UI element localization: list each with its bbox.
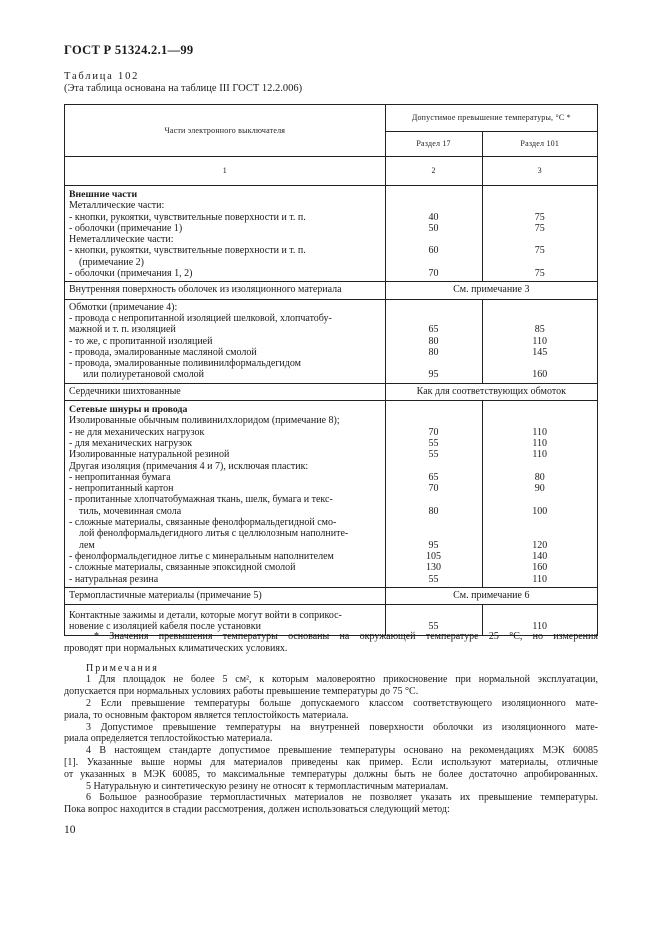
note-line: от указанных в МЭК 60085, то максимальные температуры должны быть не более достаточно апробированных. bbox=[64, 768, 598, 780]
row-label: - провода, эмалированные масляной смолой bbox=[69, 346, 257, 358]
row-label: (примечание 2) bbox=[79, 256, 144, 268]
cell-value-merged: См. примечание 3 bbox=[385, 282, 597, 299]
note-line: риала определяется теплостойкостью материала. bbox=[64, 733, 273, 745]
cell-value: 70 bbox=[428, 426, 439, 438]
row-label: - оболочки (примечание 1) bbox=[69, 222, 183, 234]
cell-value: 65 bbox=[428, 324, 439, 336]
row-label: - сложные материалы, связанные эпоксидной смолой bbox=[69, 562, 296, 574]
row-label: - сложные материалы, связанные фенолформальдегидной смо- bbox=[69, 517, 337, 529]
row-label: Контактные зажимы и детали, которые могут войти в соприкос- bbox=[69, 610, 342, 622]
table-row-external-parts bbox=[65, 186, 598, 282]
document-header: ГОСТ Р 51324.2.1—99 bbox=[64, 43, 194, 57]
cell-value: 80 bbox=[428, 346, 439, 358]
row-label: тиль, мочевинная смола bbox=[79, 505, 182, 517]
table-row-cores bbox=[65, 383, 598, 400]
table-caption bbox=[64, 71, 302, 95]
footnotes-block bbox=[64, 631, 598, 816]
cell-value: 80 bbox=[534, 471, 545, 483]
row-label: - пропитанные хлопчатобумажная ткань, шелк, бумага и текс- bbox=[69, 494, 333, 506]
cell-value: 70 bbox=[428, 268, 439, 280]
temperature-table bbox=[64, 104, 598, 636]
cell-value: 75 bbox=[534, 245, 545, 257]
row-label: Другая изоляция (примечания 4 и 7), исключая пластик: bbox=[69, 460, 309, 472]
row-label: - непропитанный картон bbox=[69, 483, 174, 495]
cell-value: 75 bbox=[534, 211, 545, 223]
table-row-windings bbox=[65, 299, 598, 383]
cell-value: 40 bbox=[428, 211, 439, 223]
cell-value: 50 bbox=[428, 222, 439, 234]
table-row-inner-surface bbox=[65, 282, 598, 299]
row-label: - провода с непропитанной изоляцией шелковой, хлопчатобу- bbox=[69, 312, 332, 324]
note-line: 4 В настоящем стандарте допустимое превышение температуры основано на рекомендациях МЭК 60085 bbox=[86, 745, 598, 757]
cell-value: 65 bbox=[428, 471, 439, 483]
cell-value: 80 bbox=[428, 335, 439, 347]
note-line: 6 Большое разнообразие термопластичных материалов не позволяет указать их превышение температуры. bbox=[86, 792, 598, 804]
cell-value: 130 bbox=[426, 562, 442, 574]
cell-value: 110 bbox=[532, 573, 548, 585]
cell-value: 100 bbox=[532, 505, 548, 517]
row-label: - провода, эмалированные поливинилформальдегидом bbox=[69, 358, 301, 370]
cell-value: 85 bbox=[534, 324, 545, 336]
cell-value-merged: Как для соответствующих обмоток bbox=[385, 383, 597, 400]
cell-value: 110 bbox=[532, 437, 548, 449]
cell-value: 70 bbox=[428, 483, 439, 495]
row-label: Неметаллические части: bbox=[69, 234, 174, 246]
row-label: Металлические части: bbox=[69, 200, 165, 212]
cell-value: 55 bbox=[428, 573, 439, 585]
table-label: Таблица 102 bbox=[64, 71, 140, 82]
note-line: 3 Допустимое превышение температуры на внутренней поверхности оболочки из изоляционного мате- bbox=[86, 721, 598, 733]
row-label: - кнопки, рукоятки, чувствительные поверхности и т. п. bbox=[69, 245, 306, 257]
row-label: Сердечники шихтованные bbox=[69, 385, 181, 397]
notes-title: Примечания bbox=[86, 662, 159, 674]
col-number-3: 3 bbox=[482, 157, 598, 186]
row-label: - оболочки (примечания 1, 2) bbox=[69, 268, 193, 280]
row-label: Термопластичные материалы (примечание 5) bbox=[69, 589, 262, 601]
col-header-section-17: Раздел 17 bbox=[385, 132, 482, 157]
cell-value: 105 bbox=[426, 550, 442, 562]
note-line: 5 Натуральную и синтетическую резину не относят к термопластичным материалам. bbox=[86, 780, 449, 792]
row-label: - то же, с пропитанной изоляцией bbox=[69, 335, 213, 347]
cell-value: 80 bbox=[428, 505, 439, 517]
col-number-2: 2 bbox=[385, 157, 482, 186]
page-number: 10 bbox=[64, 824, 76, 836]
cell-value: 110 bbox=[532, 335, 548, 347]
cell-value: 110 bbox=[532, 621, 548, 633]
cell-value: 145 bbox=[532, 346, 548, 358]
row-label: лем bbox=[79, 539, 95, 551]
row-label: - фенолформальдегидное литье с минеральным наполнителем bbox=[69, 550, 334, 562]
row-label: - непропитанная бумага bbox=[69, 471, 171, 483]
row-label: Изолированные обычным поливинилхлоридом (примечание 8); bbox=[69, 415, 340, 427]
cell-value: 140 bbox=[532, 550, 548, 562]
cell-value: 110 bbox=[532, 426, 548, 438]
cell-value: 55 bbox=[428, 621, 439, 633]
cell-value: 75 bbox=[534, 268, 545, 280]
row-label: лой фенолформальдегидного литья с целлюлозным наполните- bbox=[79, 528, 349, 540]
section-title-external: Внешние части bbox=[69, 189, 138, 200]
table-row-cords bbox=[65, 401, 598, 588]
note-line: Пока вопрос находится в стадии рассмотрения, должен использоваться следующий метод: bbox=[64, 804, 450, 816]
cell-value: 60 bbox=[428, 245, 439, 257]
row-label: - натуральная резина bbox=[69, 573, 159, 585]
note-line: [1]. Указанные выше нормы для материалов приведены как пример. Если используют материалы, отличные bbox=[64, 756, 598, 768]
footnote-line: * Значения превышения температуры основаны на окружающей температуре 25 °С, но измерения bbox=[94, 631, 598, 642]
note-line: 2 Если превышение температуры больше допускаемого классом соответствующего изоляционного мате- bbox=[86, 697, 598, 709]
row-label: Изолированные натуральной резиной bbox=[69, 449, 230, 461]
cell-value-merged: См. примечание 6 bbox=[385, 587, 597, 604]
cell-value: 120 bbox=[532, 539, 548, 551]
row-label: Внутренняя поверхность оболочек из изоляционного материала bbox=[69, 284, 342, 296]
cell-value: 95 bbox=[428, 369, 439, 381]
col-header-parts: Части электронного выключателя bbox=[65, 105, 386, 157]
cell-value: 160 bbox=[532, 369, 548, 381]
row-label: - кнопки, рукоятки, чувствительные поверхности и т. п. bbox=[69, 211, 306, 223]
row-label: - для механических нагрузок bbox=[69, 437, 193, 449]
table-row-thermoplastic bbox=[65, 587, 598, 604]
note-line: 1 Для площадок не более 5 см², к которым маловероятно прикосновение при нормальной эксплуатации, bbox=[86, 674, 598, 686]
cell-value: 55 bbox=[428, 437, 439, 449]
cell-value: 75 bbox=[534, 222, 545, 234]
row-label: - не для механических нагрузок bbox=[69, 426, 205, 438]
row-label: мажной и т. п. изоляцией bbox=[69, 324, 176, 336]
note-line: допускается при нормальных условиях работы превышение температуры до 75 °С. bbox=[64, 686, 419, 698]
row-label: новение с изоляцией кабеля после установки bbox=[69, 621, 261, 633]
cell-value: 160 bbox=[532, 562, 548, 574]
section-title-cords: Сетевые шнуры и провода bbox=[69, 404, 188, 416]
table-source-note: (Эта таблица основана на таблице III ГОСТ 12.2.006) bbox=[64, 83, 303, 94]
cell-value: 90 bbox=[534, 483, 545, 495]
col-header-section-101: Раздел 101 bbox=[482, 132, 598, 157]
row-label: или полиуретановой смолой bbox=[83, 369, 204, 381]
cell-value: 110 bbox=[532, 449, 548, 461]
row-label: Обмотки (примечание 4): bbox=[69, 301, 178, 313]
note-line: риала, то основным фактором является теплостойкость материала. bbox=[64, 709, 349, 721]
footnote-line: проводят при нормальных климатических условиях. bbox=[64, 642, 288, 654]
col-number-1: 1 bbox=[65, 157, 386, 186]
col-header-temperature: Допустимое превышение температуры, °С * bbox=[385, 105, 597, 132]
cell-value: 55 bbox=[428, 449, 439, 461]
cell-value: 95 bbox=[428, 539, 439, 551]
